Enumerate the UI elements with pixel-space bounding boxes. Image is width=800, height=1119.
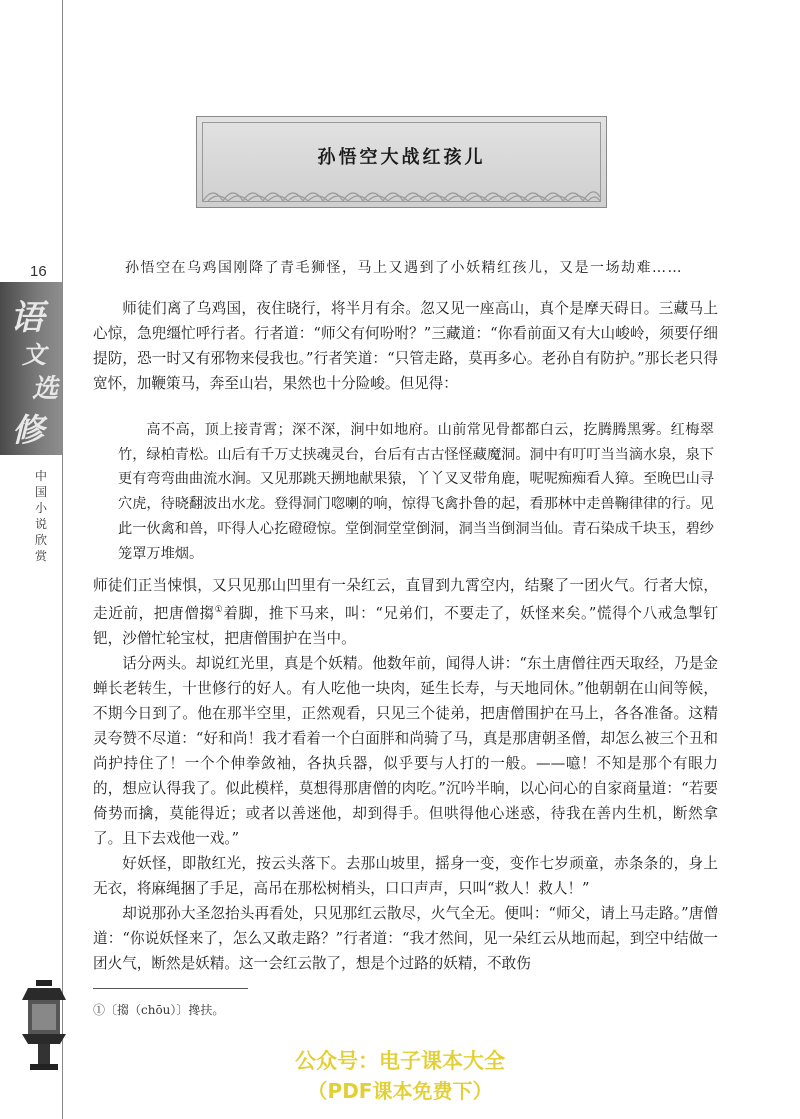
footnote-rule [93,988,248,989]
cloud-pattern [203,179,600,201]
paragraph-5: 却说那孙大圣忽抬头再看处，只见那红云散尽，火气全无。便叫：“师父，请上马走路。”唐僧道：“你说妖怪来了，怎么又敢走路？”行者道：“我才然间，见一朵红云从地而起，到空中结做一团火气，断然是妖精。这一会红云散了，想是个过路的妖精，不敢伤 [93,904,718,972]
paragraph-4: 好妖怪，即散红光，按云头落下。去那山坡里，摇身一变，变作七岁顽童，赤条条的，身上无衣，将麻绳捆了手足，高吊在那松树梢头，口口声声，只叫“救人！救人！” [93,854,718,897]
title-banner [196,116,607,208]
paragraph-2-part-a: 师徒们正当悚惧，又只见那山凹里有一朵红云，直冒到九霄空内，结聚了一团火气。行者大惊，走近前，把唐僧搊 [93,577,718,622]
margin-rule [62,0,63,1119]
body-paragraph-1 [93,296,718,396]
series-char: 选 [32,374,59,404]
paragraph-text: 师徒们离了乌鸡国，夜住晓行，将半月有余。忽又见一座高山，真个是摩天碍日。三藏马上心惊，急兜缰忙呼行者。行者道：“师父有何吩咐？”三藏道：“你看前面又有大山峻岭，须要仔细提防，恐一时又有邪物来侵我也。”行者笑道：“只管走路，莫再多心。老孙自有防护。”那长老只得宽怀，加鞭策马，奔至山岩，果然也十分险峻。但见得： [93,300,718,392]
watermark-line-1: 公众号：电子课本大全 [295,1049,505,1073]
footnote: ①〔搊（chōu）〕搀扶。 [93,1003,225,1017]
body-paragraphs [93,573,718,976]
chapter-summary: 孙悟空在乌鸡国刚降了青毛狮怪，马上又遇到了小妖精红孩儿，又是一场劫难…… [125,260,683,276]
subtitle-char: 小 [34,501,47,515]
series-char: 文 [22,340,46,369]
series-char: 语 [10,298,44,338]
subtitle-char: 国 [34,485,47,499]
paragraph-2 [93,573,718,651]
page-title: 孙悟空大战红孩儿 [317,147,486,168]
footnote-marker[interactable]: ① [214,605,224,615]
paragraph-2-part-b: 着脚，推下马来，叫：“兄弟们，不要走了，妖怪来矣。”慌得个八戒急掣钉钯，沙僧忙轮宝杖，把唐僧围护在当中。 [93,604,718,647]
subtitle-char: 中 [34,469,47,483]
poem-text: 高不高，顶上接青霄；深不深，涧中如地府。山前常见骨都都白云，扢腾腾黑雾。红梅翠竹，绿柏青松。山后有千万丈挟魂灵台，台后有古古怪怪藏魔洞。洞中有叮叮当当滴水泉，泉下更有弯弯曲曲流水涧。又见那跳天搠地献果猿，丫丫叉叉带角鹿，呢呢痴痴看人獐。至晚巴山寻穴虎，待晓翻波出水龙。登得洞门唿喇的响，惊得飞禽扑鲁的起，看那林中走兽鞠律律的行。见此一伙禽和兽，吓得人心扢磴磴惊。堂倒洞堂堂倒洞，洞当当倒洞当仙。青石染成千块玉，碧纱笼罩万堆烟。 [118,422,714,562]
book-subtitle [34,468,48,564]
subtitle-char: 欣 [34,533,47,547]
subtitle-char: 说 [34,517,47,531]
series-char: 修 [12,411,45,449]
page-number: 16 [30,263,47,280]
paragraph-3: 话分两头。却说红光里，真是个妖精。他数年前，闻得人讲：“东土唐僧往西天取经，乃是金蝉长老转生，十世修行的好人。有人吃他一块肉，延生长寿，与天地同休。”他朝朝在山间等候，不期今日到了。他在那半空里，正然观看，只见三个徒弟，把唐僧围护在马上，各各准备。这精灵夸赞不尽道：“好和尚！我才看着一个白面胖和尚骑了马，真是那唐朝圣僧，却怎么被三个丑和尚护持住了！一个个伸拳敛袖，各执兵器，似乎要与人打的一般。——噫！不知是那个有眼力的，想应认得我了。似此模样，莫想得那唐僧的肉吃。”沉吟半晌，以心问心的自家商量道：“若要倚势而擒，莫能得近；或者以善迷他，却到得手。但哄得他心迷惑，待我在善内生机，断然拿了。且下去戏他一戏。” [93,654,718,847]
subtitle-char: 赏 [34,549,47,563]
poem-block [118,418,714,566]
watermark-line-2: （PDF课本免费下） [307,1079,493,1103]
